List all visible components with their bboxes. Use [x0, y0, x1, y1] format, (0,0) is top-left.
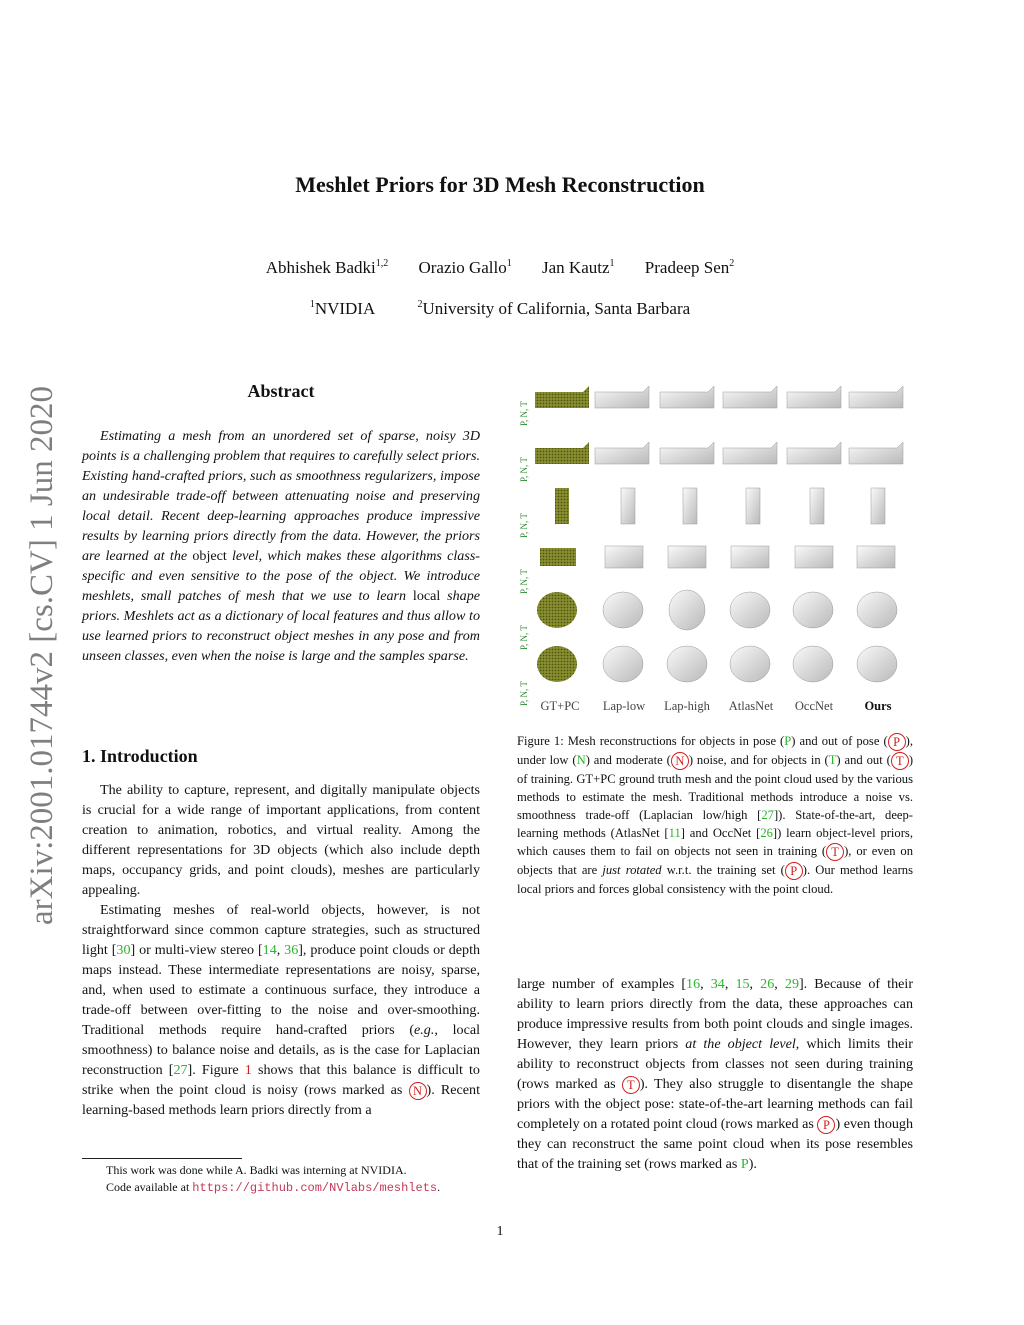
figure-row-bunny — [537, 590, 897, 630]
figure-row-chair-rotated — [540, 546, 895, 568]
circled-t-marker: T — [891, 752, 909, 770]
affiliation: $^2$University of California, Santa Barbara — [417, 299, 691, 318]
citation-link[interactable]: 27 — [761, 808, 774, 823]
circled-p-marker: P — [785, 862, 803, 880]
citation-link[interactable]: 36 — [284, 942, 299, 958]
column-label: OccNet — [794, 699, 834, 713]
figure-1 — [515, 378, 915, 718]
author: Orazio Gallo$^1$ — [418, 258, 512, 277]
affiliations — [0, 299, 1000, 319]
row-label: P, N, T — [519, 401, 529, 426]
abstract-text: Estimating a mesh from an unordered set of sparse, noisy 3D points is a challenging problem that requires to carefully select priors. Existing hand-crafted priors, such as smoothness regularizers, impose an undesirable trade-off between attenuating noise and preserving local detail. Recent deep-learning approaches produce impressive results by learning priors directly from the data. However, the priors are learned at the object level, which makes these algorithms class-specific and even sensitive to the pose of the object. We introduce meshlets, small patches of mesh that we use to learn local shape priors. Meshlets act as a dictionary of local features and thus allow to use learned priors to reconstruct object meshes in any pose and from unseen classes, even when the noise is large and the samples sparse. — [82, 428, 481, 664]
row-label: P, N, T — [519, 625, 529, 650]
figure-row-sofa — [535, 386, 903, 408]
page-number: 1 — [496, 1224, 504, 1239]
circled-n-marker: N — [409, 1082, 427, 1100]
citation-link[interactable]: 16 — [686, 976, 701, 992]
figure-caption: Figure 1: Mesh reconstructions for objects in pose (P) and out of pose ( P ), under low (N) and moderate ( N ) noise, and for objects in (T) and out ( T ) of training. GT+PC ground truth mesh and the point cloud used by the various methods to estimate the mesh. Traditional methods introduce a noise vs. smoothness trade-off (Laplacian low/high [27]). State-of-the-art, deep-learning methods (AtlasNet [11] and OccNet [26]) learn object-level priors, which causes them to fail on objects not seen in training ( T ), or even on objects that are just rotated w.r.t. the training set ( P ). Our method learns local priors and forces global consistency with the point cloud. — [517, 734, 914, 897]
figure-reference-link[interactable]: 1 — [244, 1062, 252, 1078]
citation-link[interactable]: 29 — [784, 976, 799, 992]
column-labels — [540, 699, 891, 713]
column-label: Lap-low — [602, 699, 646, 713]
citation-link[interactable]: 26 — [760, 976, 775, 992]
paragraph: large number of examples [16, 34, 15, 26, 29]. Because of their ability to learn priors directly from the data, these approaches can produce impressive results from both point clouds and single images. However, they learn priors at the object level, which limits their ability to reconstruct objects from classes not seen during training (rows marked as T ). They also struggle to disentangle the shape priors with the object pose: state-of-the-art learning methods can fail completely on a rotated point cloud (rows marked as P ) even though they can reconstruct the same point cloud when its pose resembles that of the training set (rows marked as P). — [517, 976, 914, 1172]
citation-link[interactable]: 30 — [116, 942, 131, 958]
circled-n-marker: N — [671, 752, 689, 770]
figure-row-bunny-noisy — [537, 646, 897, 682]
author: Jan Kautz$^1$ — [542, 258, 615, 277]
paragraph: The ability to capture, represent, and digitally manipulate objects is crucial for a wide range of important applications, from content creation to animation, robotics, and virtual reality. Among the different representations for 3D objects (which also include depth maps, occupancy grids, and point clouds), meshes are particularly appealing. — [82, 782, 480, 898]
row-label: P, N, T — [519, 681, 529, 706]
footnote: This work was done while A. Badki was interning at NVIDIA. — [106, 1163, 407, 1177]
author: Pradeep Sen$^2$ — [644, 258, 735, 277]
citation-link[interactable]: 15 — [735, 976, 750, 992]
footnotes — [82, 1162, 480, 1197]
introduction-text — [82, 780, 480, 1120]
affiliation: $^1$NVIDIA — [309, 299, 376, 318]
circled-t-marker: T — [826, 843, 844, 861]
citation-link[interactable]: 27 — [173, 1062, 188, 1078]
figure-row-chair — [555, 488, 885, 524]
paragraph: Estimating meshes of real-world objects, however, is not straightforward since common capture strategies, such as structured light [30] or multi-view stereo [14, 36], produce point clouds or depth maps instead. These intermediate representations are noisy, sparse, and, when used to estimate a continuous surface, they introduce a trade-off between over-fitting to the noise and over-smoothing. Traditional methods require hand-crafted priors (e.g., local smoothness) to balance noise and details, as is the case for Laplacian reconstruction [27]. Figure 1 shows that this balance is difficult to strike when the point cloud is noisy (rows marked as N ). Recent learning-based methods learn priors directly from a — [82, 902, 481, 1118]
introduction-continued-text — [517, 974, 913, 1174]
paper-title: Meshlet Priors for 3D Mesh Reconstruction — [295, 172, 705, 197]
section-heading-introduction: 1. Introduction — [82, 746, 198, 766]
code-url-link[interactable]: https://github.com/NVlabs/meshlets — [192, 1181, 438, 1195]
column-label: Ours — [864, 699, 892, 713]
column-label: AtlasNet — [728, 699, 774, 713]
figure-row-sofa-noisy — [535, 442, 903, 464]
citation-link[interactable]: 34 — [710, 976, 725, 992]
abstract-heading: Abstract — [247, 381, 315, 401]
row-label: P, N, T — [519, 457, 529, 482]
citation-link[interactable]: 26 — [760, 826, 773, 841]
circled-t-marker: T — [622, 1076, 640, 1094]
author-list — [0, 258, 1000, 278]
circled-p-marker: P — [817, 1116, 835, 1134]
column-label: Lap-high — [664, 699, 710, 713]
row-labels — [519, 401, 529, 706]
footnote-rule — [82, 1158, 242, 1159]
arxiv-identifier: arXiv:2001.01744v2 [cs.CV] 1 Jun 2020 — [24, 386, 60, 925]
citation-link[interactable]: 14 — [262, 942, 277, 958]
citation-link[interactable]: 11 — [668, 826, 681, 841]
author: Abhishek Badki$^{1,2}$ — [265, 258, 389, 277]
row-label: P, N, T — [519, 513, 529, 538]
row-label: P, N, T — [519, 569, 529, 594]
circled-p-marker: P — [888, 733, 906, 751]
column-label: GT+PC — [540, 699, 580, 713]
footnote: Code available at https://github.com/NVlabs/meshlets. — [106, 1180, 441, 1195]
